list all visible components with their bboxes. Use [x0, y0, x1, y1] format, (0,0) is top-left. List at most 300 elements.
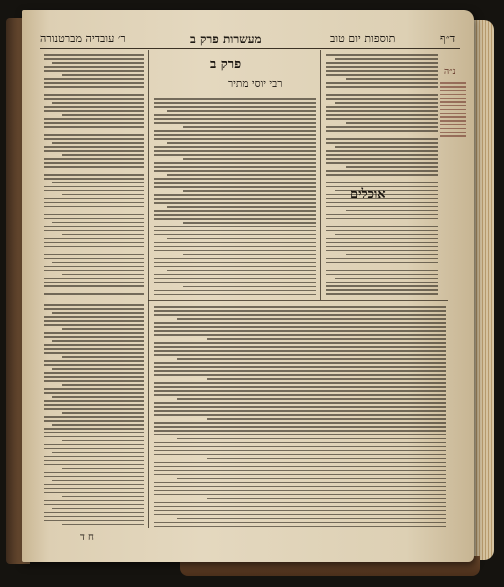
print-line: [154, 274, 316, 276]
print-line: [62, 154, 144, 156]
print-line: [44, 464, 144, 466]
print-line: [154, 134, 316, 136]
print-line: [44, 344, 144, 346]
print-line: [154, 278, 316, 280]
print-line: [154, 382, 446, 384]
print-line: [44, 408, 144, 410]
print-line: [440, 120, 466, 121]
print-line: [326, 230, 438, 232]
print-line: [154, 490, 446, 492]
section-rule: [148, 300, 448, 301]
print-line: [154, 118, 316, 120]
print-line: [326, 170, 438, 172]
print-line: [335, 278, 438, 280]
print-line: [44, 324, 144, 326]
print-line: [154, 390, 446, 392]
print-line: [44, 285, 144, 287]
print-line: [183, 190, 316, 192]
print-line: [44, 320, 144, 322]
print-line: [154, 434, 446, 436]
print-line: [154, 186, 316, 188]
print-line: [154, 422, 446, 424]
print-line: [44, 484, 144, 486]
print-line: [154, 178, 316, 180]
print-line: [326, 90, 438, 92]
print-line: [326, 130, 438, 132]
print-line: [154, 310, 446, 312]
print-line: [62, 74, 144, 76]
print-line: [167, 206, 316, 208]
print-line: [154, 406, 446, 408]
print-line: [44, 186, 144, 188]
print-line: [44, 392, 144, 394]
print-line: [326, 82, 438, 84]
print-line: [44, 432, 144, 434]
mishnah-chapter-label: פרק ב: [210, 57, 242, 72]
print-line: [335, 102, 438, 104]
print-line: [44, 492, 144, 494]
print-line: [154, 514, 446, 516]
print-line: [44, 364, 144, 366]
print-line: [44, 436, 144, 438]
print-line: [44, 428, 144, 430]
print-line: [44, 190, 144, 192]
print-line: [52, 424, 144, 426]
print-line: [154, 214, 316, 216]
print-line: [62, 328, 144, 330]
print-line: [154, 342, 446, 344]
print-line: [326, 134, 438, 136]
print-line: [326, 266, 438, 268]
print-line: [326, 285, 438, 287]
print-line: [154, 454, 446, 456]
print-line: [154, 230, 316, 232]
print-line: [154, 446, 446, 448]
print-line: [44, 476, 144, 478]
print-line: [62, 440, 144, 442]
print-line: [52, 102, 144, 104]
print-line: [44, 472, 144, 474]
print-line: [154, 502, 446, 504]
print-line: [44, 246, 144, 248]
print-line: [177, 398, 446, 400]
print-line: [326, 246, 438, 248]
header-rule: [40, 48, 460, 49]
marginal-notes: [440, 80, 466, 140]
print-line: [62, 114, 144, 116]
print-line: [52, 508, 144, 510]
print-line: [177, 478, 446, 480]
print-line: [154, 130, 316, 132]
print-line: [167, 110, 316, 112]
print-line: [326, 98, 438, 100]
print-line: [62, 412, 144, 414]
print-line: [154, 350, 446, 352]
print-line: [326, 258, 438, 260]
print-line: [154, 170, 316, 172]
print-line: [154, 526, 446, 528]
print-line: [44, 238, 144, 240]
print-line: [154, 314, 446, 316]
print-line: [326, 218, 438, 220]
print-line: [346, 166, 438, 168]
lower-left-commentary: [44, 302, 144, 528]
print-line: [154, 114, 316, 116]
print-line: [44, 456, 144, 458]
chapter-header: מעשרות פרק ב: [190, 32, 262, 46]
page-number: ח ד: [80, 532, 94, 543]
print-line: [52, 312, 144, 314]
print-line: [62, 234, 144, 236]
print-line: [326, 238, 438, 240]
mishnah-intro: רבי יוסי מתיר: [228, 78, 283, 90]
print-line: [44, 250, 144, 252]
print-line: [44, 198, 144, 200]
print-line: [44, 138, 144, 140]
print-line: [154, 210, 316, 212]
print-line: [44, 420, 144, 422]
print-line: [44, 372, 144, 374]
print-line: [44, 270, 144, 272]
print-line: [326, 118, 438, 120]
print-line: [44, 282, 144, 284]
print-line: [207, 338, 446, 340]
print-line: [346, 254, 438, 256]
print-line: [207, 378, 446, 380]
print-line: [52, 182, 144, 184]
print-line: [440, 132, 466, 133]
print-line: [44, 178, 144, 180]
print-line: [52, 340, 144, 342]
marginal-note-label: נ״ה: [444, 67, 456, 77]
print-line: [44, 170, 144, 172]
print-line: [44, 360, 144, 362]
print-line: [62, 468, 144, 470]
print-line: [44, 348, 144, 350]
print-line: [154, 386, 446, 388]
print-line: [154, 218, 316, 220]
print-line: [440, 128, 466, 129]
print-line: [326, 202, 438, 204]
print-line: [167, 142, 316, 144]
print-line: [52, 368, 144, 370]
print-line: [154, 470, 446, 472]
print-line: [44, 122, 144, 124]
left-commentary-column: [44, 52, 144, 298]
print-line: [440, 101, 466, 102]
print-line: [183, 158, 316, 160]
print-line: [154, 482, 446, 484]
print-line: [154, 522, 446, 524]
print-line: [44, 210, 144, 212]
print-line: [440, 98, 466, 99]
print-line: [44, 94, 144, 96]
print-line: [154, 506, 446, 508]
print-line: [154, 426, 446, 428]
print-line: [44, 448, 144, 450]
print-line: [154, 346, 446, 348]
print-line: [326, 274, 438, 276]
print-line: [44, 376, 144, 378]
print-line: [154, 226, 316, 228]
print-line: [154, 166, 316, 168]
print-line: [44, 512, 144, 514]
print-line: [154, 150, 316, 152]
print-line: [44, 520, 144, 522]
print-line: [44, 460, 144, 462]
print-line: [44, 416, 144, 418]
print-line: [44, 388, 144, 390]
print-line: [154, 98, 316, 100]
print-line: [44, 126, 144, 128]
print-line: [326, 106, 438, 108]
print-line: [44, 98, 144, 100]
lower-right-commentary: [154, 304, 446, 528]
print-line: [154, 294, 316, 296]
print-line: [44, 352, 144, 354]
folio-number: ד״ף: [440, 32, 456, 45]
print-line: [44, 118, 144, 120]
print-line: [52, 262, 144, 264]
print-line: [154, 466, 446, 468]
print-line: [44, 230, 144, 232]
print-line: [440, 124, 466, 125]
print-line: [326, 242, 438, 244]
print-line: [44, 202, 144, 204]
dibbur-heading: אוכלים: [350, 187, 386, 202]
print-line: [44, 86, 144, 88]
print-line: [62, 496, 144, 498]
print-line: [44, 54, 144, 56]
print-line: [440, 94, 466, 95]
print-line: [177, 318, 446, 320]
print-line: [326, 138, 438, 140]
print-line: [326, 182, 438, 184]
print-line: [326, 110, 438, 112]
column-divider-right: [320, 50, 321, 300]
print-line: [44, 82, 144, 84]
print-line: [44, 258, 144, 260]
print-line: [44, 66, 144, 68]
print-line: [154, 290, 316, 292]
print-line: [326, 174, 438, 176]
print-line: [52, 452, 144, 454]
print-line: [44, 226, 144, 228]
print-line: [154, 146, 316, 148]
print-line: [44, 488, 144, 490]
print-line: [154, 486, 446, 488]
print-line: [154, 306, 446, 308]
print-line: [44, 90, 144, 92]
print-line: [44, 278, 144, 280]
print-line: [154, 370, 446, 372]
print-line: [440, 90, 466, 91]
print-line: [154, 322, 446, 324]
print-line: [154, 102, 316, 104]
print-line: [154, 198, 316, 200]
print-line: [326, 154, 438, 156]
print-line: [154, 366, 446, 368]
print-line: [346, 122, 438, 124]
print-line: [44, 174, 144, 176]
print-line: [44, 336, 144, 338]
print-line: [44, 400, 144, 402]
print-line: [326, 70, 438, 72]
print-line: [154, 266, 316, 268]
print-line: [44, 158, 144, 160]
print-line: [177, 358, 446, 360]
print-line: [44, 150, 144, 152]
print-line: [44, 293, 144, 295]
print-line: [154, 474, 446, 476]
print-line: [326, 54, 438, 56]
print-line: [52, 62, 144, 64]
print-line: [154, 246, 316, 248]
print-line: [326, 158, 438, 160]
print-line: [52, 142, 144, 144]
print-line: [44, 266, 144, 268]
right-commentary-column: [326, 52, 438, 298]
print-line: [154, 374, 446, 376]
running-header: [40, 28, 460, 50]
print-line: [167, 174, 316, 176]
print-line: [44, 242, 144, 244]
print-line: [207, 418, 446, 420]
print-line: [183, 222, 316, 224]
print-line: [154, 330, 446, 332]
print-line: [440, 82, 466, 83]
print-line: [44, 134, 144, 136]
print-line: [440, 113, 466, 114]
print-line: [326, 282, 438, 284]
print-line: [346, 78, 438, 80]
print-line: [177, 438, 446, 440]
print-line: [326, 126, 438, 128]
print-line: [154, 354, 446, 356]
print-line: [44, 289, 144, 291]
print-line: [52, 396, 144, 398]
print-line: [44, 316, 144, 318]
print-line: [183, 254, 316, 256]
print-line: [154, 462, 446, 464]
print-line: [326, 206, 438, 208]
print-line: [154, 414, 446, 416]
print-line: [177, 518, 446, 520]
print-line: [44, 162, 144, 164]
print-line: [326, 250, 438, 252]
column-divider-left: [148, 50, 149, 528]
print-line: [154, 334, 446, 336]
commentator-header: ר׳ עובדיה מברטנורה: [40, 32, 126, 45]
print-line: [154, 234, 316, 236]
print-line: [154, 138, 316, 140]
print-line: [326, 94, 438, 96]
print-line: [44, 332, 144, 334]
print-line: [346, 210, 438, 212]
print-line: [154, 362, 446, 364]
print-line: [44, 130, 144, 132]
print-line: [154, 494, 446, 496]
print-line: [44, 304, 144, 306]
print-line: [183, 126, 316, 128]
print-line: [44, 110, 144, 112]
print-line: [44, 218, 144, 220]
print-line: [62, 194, 144, 196]
print-line: [326, 293, 438, 295]
print-line: [44, 146, 144, 148]
print-line: [154, 242, 316, 244]
print-line: [326, 150, 438, 152]
print-line: [154, 430, 446, 432]
print-line: [44, 500, 144, 502]
print-line: [440, 86, 466, 87]
print-line: [154, 182, 316, 184]
print-line: [44, 516, 144, 518]
print-line: [335, 58, 438, 60]
print-line: [154, 154, 316, 156]
print-line: [154, 262, 316, 264]
print-line: [440, 135, 466, 136]
print-line: [326, 66, 438, 68]
print-line: [326, 162, 438, 164]
print-line: [167, 270, 316, 272]
print-line: [44, 254, 144, 256]
print-line: [44, 106, 144, 108]
print-line: [154, 202, 316, 204]
print-line: [335, 146, 438, 148]
print-line: [154, 106, 316, 108]
print-line: [326, 178, 438, 180]
mishnah-column: [154, 96, 316, 296]
print-line: [167, 238, 316, 240]
print-line: [44, 206, 144, 208]
print-line: [44, 78, 144, 80]
print-line: [44, 70, 144, 72]
print-line: [154, 402, 446, 404]
print-line: [154, 450, 446, 452]
print-line: [154, 194, 316, 196]
print-line: [62, 356, 144, 358]
print-line: [154, 410, 446, 412]
print-line: [440, 105, 466, 106]
print-line: [154, 258, 316, 260]
print-line: [326, 214, 438, 216]
print-line: [52, 480, 144, 482]
print-line: [326, 226, 438, 228]
print-line: [326, 222, 438, 224]
print-line: [44, 58, 144, 60]
print-line: [52, 222, 144, 224]
print-line: [44, 380, 144, 382]
print-line: [44, 504, 144, 506]
print-line: [207, 458, 446, 460]
print-line: [326, 270, 438, 272]
print-line: [154, 250, 316, 252]
print-line: [154, 122, 316, 124]
print-line: [62, 274, 144, 276]
print-line: [335, 234, 438, 236]
print-line: [154, 510, 446, 512]
print-line: [207, 498, 446, 500]
commentary-header: תוספות יום טוב: [330, 32, 396, 45]
print-line: [62, 524, 144, 526]
print-line: [62, 384, 144, 386]
print-line: [44, 214, 144, 216]
print-line: [440, 109, 466, 110]
print-line: [326, 262, 438, 264]
print-line: [154, 442, 446, 444]
print-line: [326, 142, 438, 144]
